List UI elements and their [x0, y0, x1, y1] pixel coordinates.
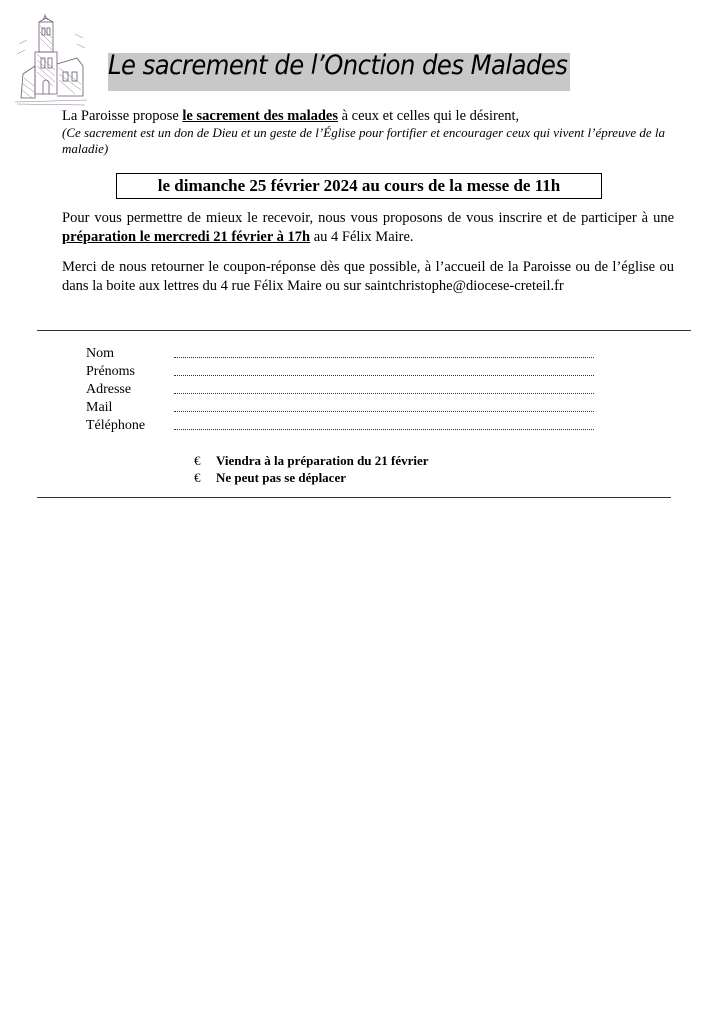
- intro-text-after: à ceux et celles qui le désirent,: [337, 108, 520, 124]
- coupon-paragraph: Merci de nous retourner le coupon-réponse dès que possible, à l’accueil de la Paroisse ou de l’église ou dans la boite aux lettres du 4 rue Félix Maire ou sur saintchristophe@diocese-creteil.fr: [62, 259, 674, 294]
- form-field-adresse[interactable]: [174, 393, 594, 394]
- preparation-text-after: au 4 Félix Maire.: [310, 229, 414, 245]
- option-cannot-move[interactable]: [194, 470, 429, 487]
- form-field-prenoms[interactable]: [174, 375, 594, 376]
- intro-section: [62, 108, 677, 157]
- intro-line: [62, 108, 677, 124]
- option-label: Viendra à la préparation du 21 février: [216, 453, 429, 468]
- preparation-emphasis: préparation le mercredi 21 février à 17h: [62, 229, 311, 245]
- form-field-mail[interactable]: [174, 411, 594, 412]
- page-title: Le sacrement de l’Onction des Malades: [108, 50, 568, 81]
- form-field-telephone[interactable]: [174, 429, 594, 430]
- separator-line: [37, 330, 691, 331]
- form-row-mail: [86, 399, 606, 417]
- form-row-nom: [86, 345, 606, 363]
- intro-emphasis: le sacrement des malades: [182, 108, 338, 124]
- form-label-telephone: Téléphone: [86, 418, 146, 433]
- intro-text-before: La Paroisse propose: [62, 108, 183, 124]
- option-checkbox-icon[interactable]: €: [194, 470, 201, 485]
- form-row-telephone: [86, 417, 606, 435]
- form-label-mail: Mail: [86, 400, 113, 415]
- option-checkbox-icon[interactable]: €: [194, 453, 201, 468]
- intro-note: (Ce sacrement est un don de Dieu et un geste de l’Église pour fortifier et encourager ceux qui vivent l’épreuve de la maladie): [62, 125, 665, 156]
- church-sketch-icon: [15, 14, 87, 106]
- form-label-adresse: Adresse: [86, 382, 132, 397]
- preparation-paragraph: [62, 209, 674, 247]
- date-box: le dimanche 25 février 2024 au cours de la messe de 11h: [116, 173, 602, 199]
- form-label-nom: Nom: [86, 346, 114, 361]
- option-attend[interactable]: [194, 453, 429, 470]
- form-row-prenoms: [86, 363, 606, 381]
- form-label-prenoms: Prénoms: [86, 364, 135, 379]
- separator-line: [37, 497, 671, 498]
- attendance-options: [194, 453, 429, 487]
- form-row-adresse: [86, 381, 606, 399]
- preparation-text-before: Pour vous permettre de mieux le recevoir, nous vous proposons de vous inscrire et de participer à une: [62, 210, 674, 226]
- option-label: Ne peut pas se déplacer: [216, 470, 346, 485]
- coupon-form: [86, 345, 606, 435]
- form-field-nom[interactable]: [174, 357, 594, 358]
